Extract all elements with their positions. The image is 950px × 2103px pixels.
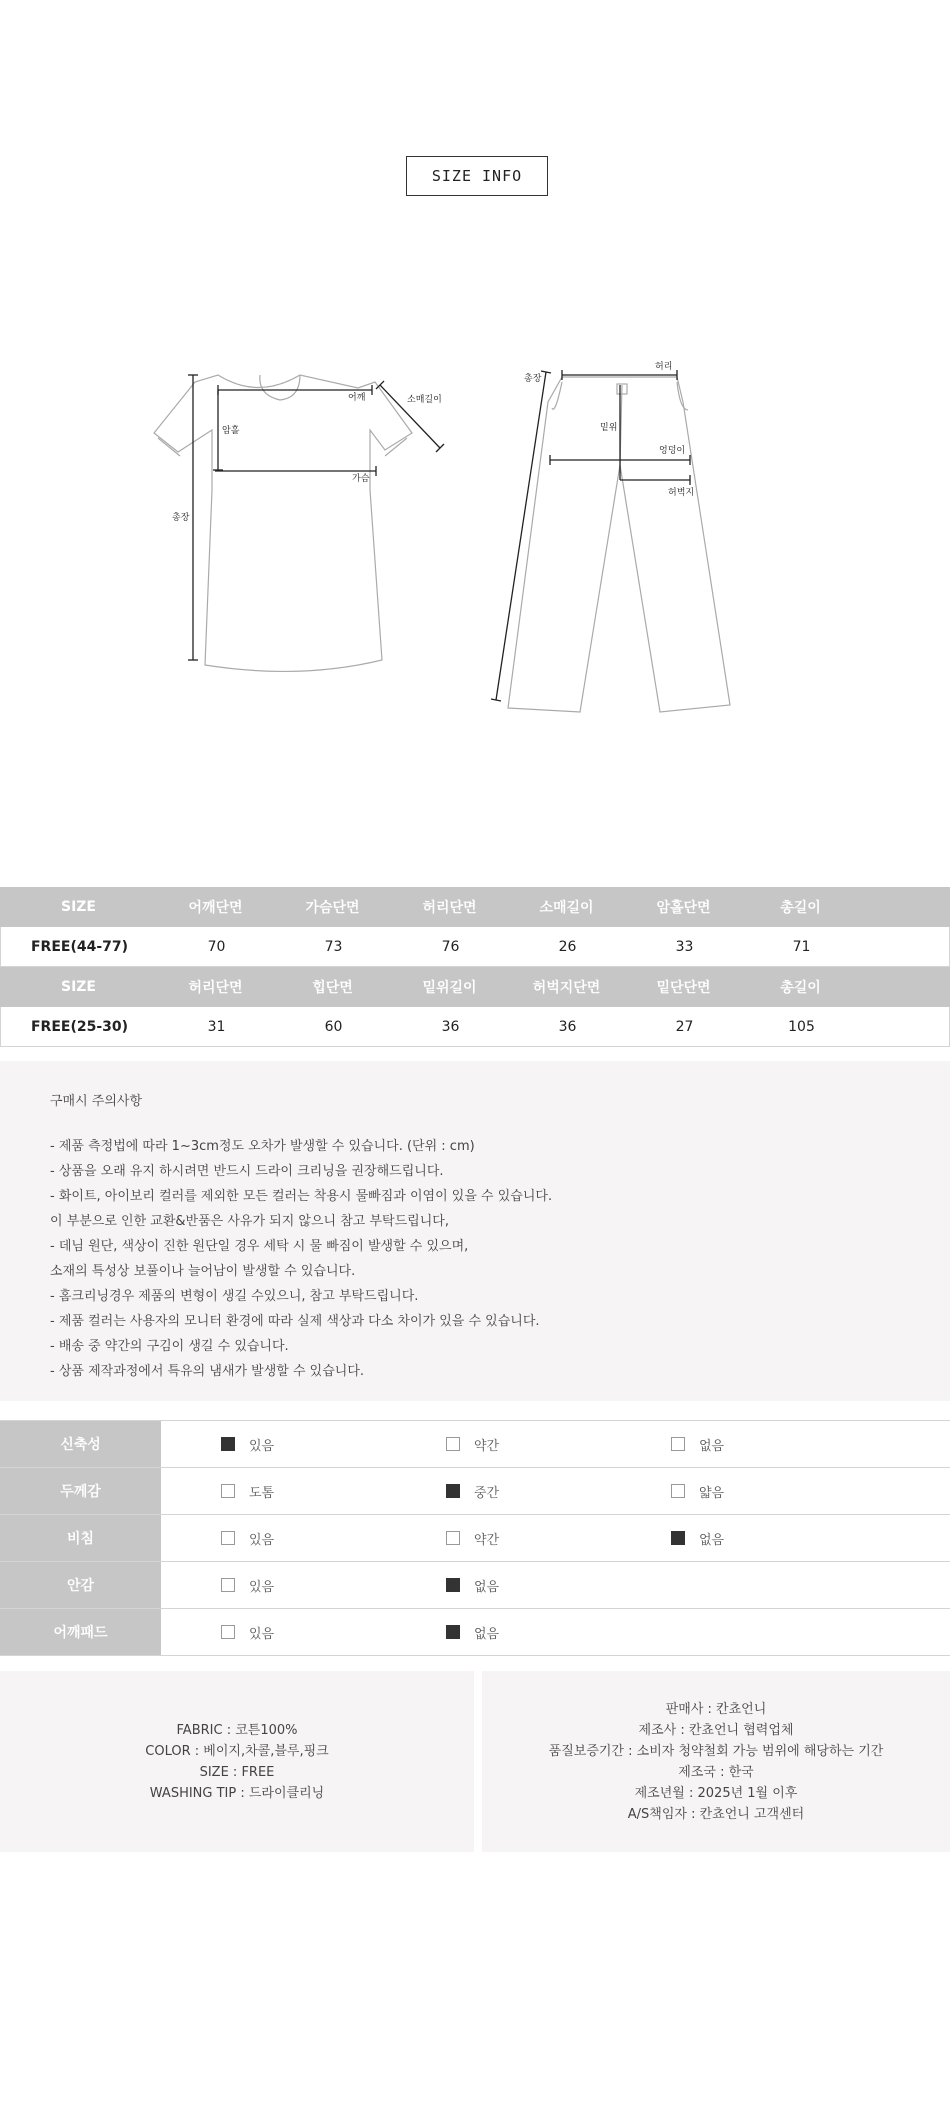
property-option bbox=[386, 1515, 611, 1561]
purchase-notice bbox=[0, 1061, 950, 1401]
table-cell: 26 bbox=[558, 938, 577, 955]
seller-info-line: A/S책임자 : 칸쵸언니 고객센터 bbox=[627, 1806, 805, 1822]
fabric-info-line: WASHING TIP : 드라이클리닝 bbox=[149, 1785, 325, 1801]
table-header-cell: 총길이 bbox=[780, 900, 821, 916]
property-option bbox=[611, 1468, 836, 1514]
size-table bbox=[0, 887, 950, 1047]
table-cell: 33 bbox=[675, 938, 694, 955]
notice-line: - 상품 제작과정에서 특유의 냄새가 발생할 수 있습니다. bbox=[50, 1364, 365, 1379]
label-hip: 엉덩이 bbox=[659, 446, 686, 456]
label-bottom-total-length: 총장 bbox=[524, 374, 542, 384]
seller-info-line: 제조사 : 칸쵸언니 협력업체 bbox=[638, 1722, 794, 1738]
table-cell: 60 bbox=[324, 1018, 343, 1035]
top-measure-lines bbox=[188, 375, 444, 660]
property-option bbox=[161, 1609, 386, 1655]
notice-line: - 제품 컬러는 사용자의 모니터 환경에 따라 실제 색상과 다소 차이가 있을 수 있습니다. bbox=[50, 1314, 540, 1329]
option-label: 있음 bbox=[249, 1626, 275, 1642]
property-row-sheerness bbox=[0, 1515, 950, 1562]
table-header-cell: 허리단면 bbox=[422, 900, 477, 916]
label-thigh: 허벅지 bbox=[668, 488, 695, 498]
property-label: 신축성 bbox=[0, 1421, 161, 1467]
checkbox-unchecked bbox=[671, 1437, 685, 1451]
notice-line: - 제품 측정법에 따라 1~3cm정도 오차가 발생할 수 있습니다. (단위 : cm) bbox=[50, 1139, 475, 1154]
property-label: 안감 bbox=[0, 1562, 161, 1608]
option-label: 도톰 bbox=[249, 1485, 275, 1501]
property-option bbox=[161, 1562, 386, 1608]
property-row-stretch bbox=[0, 1420, 950, 1468]
fabric-info-panel bbox=[0, 1671, 474, 1852]
table-cell: 36 bbox=[558, 1018, 577, 1035]
table-cell: 31 bbox=[207, 1018, 226, 1035]
fabric-info-line: SIZE : FREE bbox=[199, 1764, 275, 1780]
table-header-cell: SIZE bbox=[60, 899, 96, 915]
checkbox-unchecked bbox=[446, 1531, 460, 1545]
checkbox-checked bbox=[446, 1578, 460, 1592]
seller-info-line: 품질보증기간 : 소비자 청약철회 가능 범위에 해당하는 기간 bbox=[548, 1743, 884, 1759]
table-cell: 27 bbox=[675, 1018, 694, 1035]
property-option bbox=[386, 1562, 611, 1608]
property-row-thickness bbox=[0, 1468, 950, 1515]
option-label: 없음 bbox=[699, 1438, 725, 1454]
notice-line: - 홈크리닝경우 제품의 변형이 생길 수있으니, 참고 부탁드립니다. bbox=[50, 1289, 419, 1304]
option-label: 없음 bbox=[699, 1532, 725, 1548]
size-table-row-bottom bbox=[0, 1007, 950, 1047]
table-cell: FREE(25-30) bbox=[30, 1018, 129, 1035]
table-header-cell: 허리단면 bbox=[188, 980, 243, 996]
notice-line: 소재의 특성상 보풀이나 늘어남이 발생할 수 있습니다. bbox=[50, 1264, 356, 1279]
option-label: 중간 bbox=[474, 1485, 500, 1501]
table-cell: 71 bbox=[792, 938, 811, 955]
checkbox-unchecked bbox=[221, 1578, 235, 1592]
size-info-title: SIZE INFO bbox=[406, 156, 548, 196]
table-header-cell: 밑위길이 bbox=[422, 980, 477, 996]
size-table-row-top bbox=[0, 927, 950, 967]
property-row-shoulder-pad bbox=[0, 1609, 950, 1656]
checkbox-unchecked bbox=[221, 1625, 235, 1639]
property-option bbox=[161, 1515, 386, 1561]
property-option bbox=[386, 1421, 611, 1467]
size-table-header-bottom bbox=[0, 967, 950, 1007]
notice-line: - 데님 원단, 색상이 진한 원단일 경우 세탁 시 물 빠짐이 발생할 수 있으며, bbox=[50, 1239, 469, 1254]
table-cell: 76 bbox=[441, 938, 460, 955]
option-label: 있음 bbox=[249, 1438, 275, 1454]
garment-diagram-svg bbox=[0, 340, 950, 740]
table-header-cell: 암홀단면 bbox=[656, 900, 711, 916]
table-cell: 36 bbox=[441, 1018, 460, 1035]
seller-info-panel bbox=[482, 1671, 950, 1852]
option-label: 약간 bbox=[474, 1438, 500, 1454]
label-sleeve-length: 소매길이 bbox=[407, 395, 442, 405]
table-cell: 105 bbox=[788, 1018, 815, 1035]
option-label: 약간 bbox=[474, 1532, 500, 1548]
label-shoulder: 어깨 bbox=[348, 393, 366, 403]
property-option bbox=[386, 1609, 611, 1655]
bottom-outline bbox=[508, 377, 730, 712]
checkbox-unchecked bbox=[221, 1531, 235, 1545]
option-label: 없음 bbox=[474, 1626, 500, 1642]
notice-title: 구매시 주의사항 bbox=[50, 1094, 143, 1109]
checkbox-checked bbox=[446, 1484, 460, 1498]
notice-line: - 화이트, 아이보리 컬러를 제외한 모든 컬러는 착용시 물빠짐과 이염이 있을 수 있습니다. bbox=[50, 1189, 553, 1204]
notice-line: 이 부분으로 인한 교환&반품은 사유가 되지 않으니 참고 부탁드립니다, bbox=[50, 1214, 449, 1229]
table-header-cell: 밑단단면 bbox=[656, 980, 711, 996]
option-label: 있음 bbox=[249, 1532, 275, 1548]
notice-line: - 배송 중 약간의 구김이 생길 수 있습니다. bbox=[50, 1339, 289, 1354]
property-option bbox=[611, 1421, 836, 1467]
table-header-cell: 허벅지단면 bbox=[532, 980, 601, 996]
property-option bbox=[161, 1421, 386, 1467]
label-armhole: 암홀 bbox=[222, 426, 240, 436]
label-chest: 가슴 bbox=[352, 474, 370, 484]
label-top-total-length: 총장 bbox=[172, 513, 190, 523]
checkbox-checked bbox=[671, 1531, 685, 1545]
seller-info-line: 제조국 : 한국 bbox=[678, 1764, 754, 1780]
table-header-cell: 소매길이 bbox=[539, 900, 594, 916]
property-label: 비침 bbox=[0, 1515, 161, 1561]
checkbox-checked bbox=[221, 1437, 235, 1451]
table-cell: 70 bbox=[207, 938, 226, 955]
option-label: 얇음 bbox=[699, 1485, 725, 1501]
notice-line: - 상품을 오래 유지 하시려면 반드시 드라이 크리닝을 권장해드립니다. bbox=[50, 1164, 444, 1179]
checkbox-unchecked bbox=[671, 1484, 685, 1498]
property-row-lining bbox=[0, 1562, 950, 1609]
table-cell: FREE(44-77) bbox=[30, 938, 129, 955]
seller-info-line: 제조년월 : 2025년 1월 이후 bbox=[634, 1785, 798, 1801]
bottom-measure-lines bbox=[491, 370, 690, 701]
property-option bbox=[161, 1468, 386, 1514]
table-header-cell: 힙단면 bbox=[312, 980, 353, 996]
table-header-cell: 가슴단면 bbox=[305, 900, 360, 916]
checkbox-unchecked bbox=[221, 1484, 235, 1498]
fabric-properties bbox=[0, 1420, 950, 1656]
fabric-info-line: FABRIC : 코튼100% bbox=[176, 1722, 298, 1738]
table-cell: 73 bbox=[324, 938, 343, 955]
property-label: 어깨패드 bbox=[0, 1609, 161, 1655]
size-table-header-top bbox=[0, 887, 950, 927]
property-option bbox=[386, 1468, 611, 1514]
property-label: 두께감 bbox=[0, 1468, 161, 1514]
label-rise: 밑위 bbox=[600, 423, 618, 433]
fabric-info-line: COLOR : 베이지,차콜,블루,핑크 bbox=[145, 1743, 329, 1759]
option-label: 없음 bbox=[474, 1579, 500, 1595]
property-option bbox=[611, 1515, 836, 1561]
table-header-cell: 총길이 bbox=[780, 980, 821, 996]
label-waist: 허리 bbox=[655, 362, 673, 372]
garment-diagram bbox=[0, 340, 950, 740]
seller-info-line: 판매사 : 칸쵸언니 bbox=[665, 1701, 767, 1717]
table-header-cell: SIZE bbox=[60, 979, 96, 995]
checkbox-unchecked bbox=[446, 1437, 460, 1451]
table-header-cell: 어깨단면 bbox=[188, 900, 243, 916]
option-label: 있음 bbox=[249, 1579, 275, 1595]
checkbox-checked bbox=[446, 1625, 460, 1639]
